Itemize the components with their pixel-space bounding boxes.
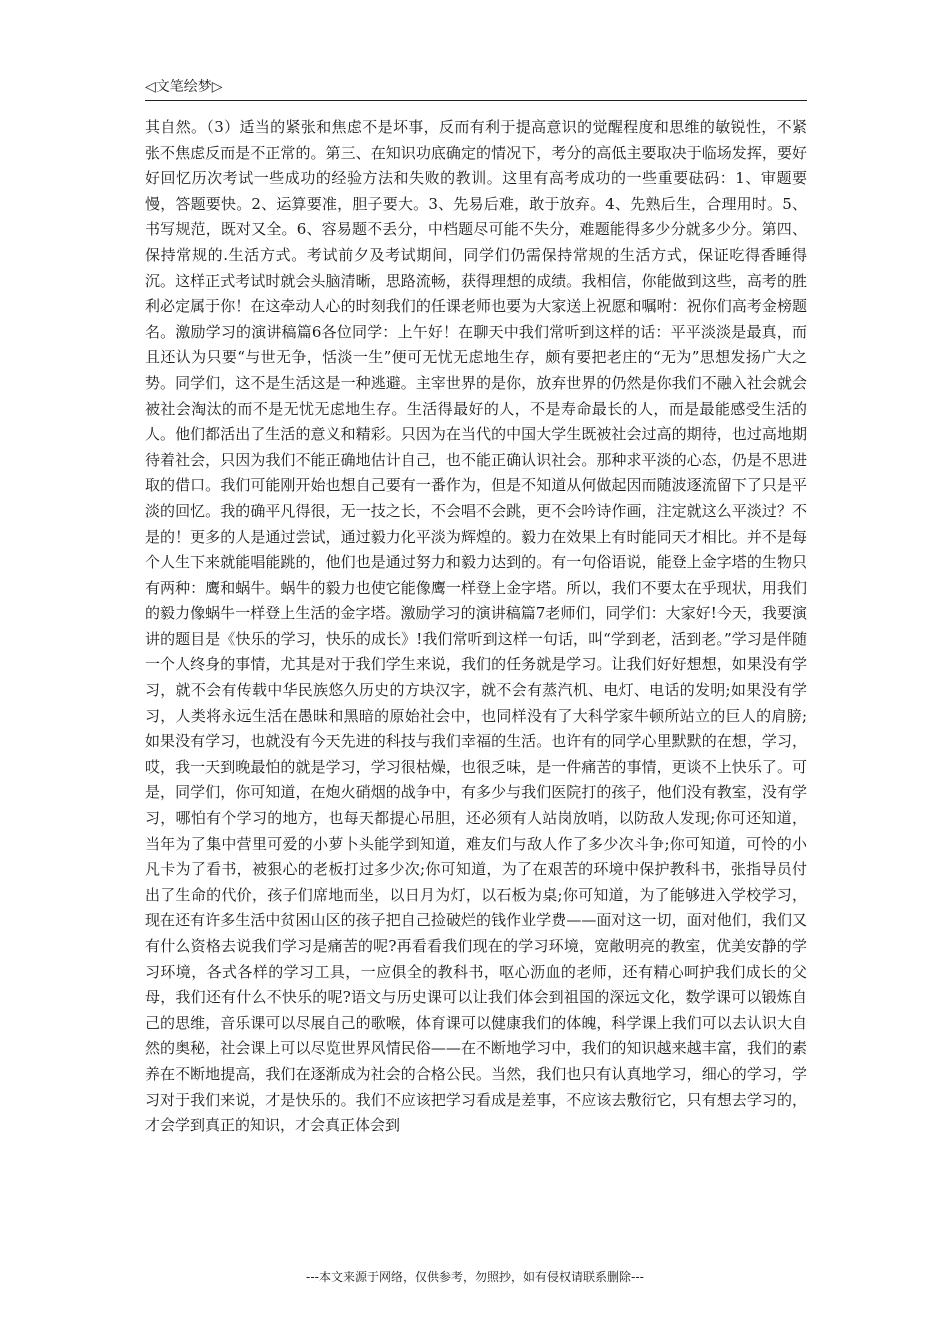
body-text: 其自然。（3）适当的紧张和焦虑不是坏事，反而有利于提高意识的觉醒程度和思维的敏锐性，不紧张不焦虑反而是不正常的。第三、在知识功底确定的情况下，考分的高低主要取决于临场发挥，要好好回忆历次考试一些成功的经验方法和失败的教训。这里有高考成功的一些重要砝码：1、审题要慢，答题要快。2、运算要准，胆子要大。3、先易后难，敢于放弃。4、先熟后生，合理用时。5、书写规范，既对又全。6、容易题不丢分，中档题尽可能不失分，难题能得多少分就多少分。第四、保持常规的.生活方式。考试前夕及考试期间，同学们仍需保持常规的生活方式，保证吃得香睡得沉。这样正式考试时就会头脑清晰，思路流畅，获得理想的成绩。我相信，你能做到这些，高考的胜利必定属于你！在这牵动人心的时刻我们的任课老师也要为大家送上祝愿和嘱咐：祝你们高考金榜题名。激励学习的演讲稿篇6各位同学：上午好！在聊天中我们常听到这样的话：平平淡淡是最真，而且还认为只要“与世无争，恬淡一生”便可无忧无虑地生存，颇有要把老庄的“无为”思想发扬广大之势。同学们，这不是生活这是一种逃避。主宰世界的是你，放弃世界的仍然是你我们不融入社会就会被社会淘汰的而不是无忧无虑地生存。生活得最好的人，不是寿命最长的人，而是最能感受生活的人。他们都活出了生活的意义和精彩。只因为在当代的中国大学生既被社会过高的期待，也过高地期待着社会，只因为我们不能正确地估计自己，也不能正确认识社会。那种求平淡的心态，仍是不思进取的借口。我们可能刚开始也想自己要有一番作为，但是不知道从何做起因而随波逐流留下了只是平淡的回忆。我的确平凡得很，无一技之长，不会唱不会跳，更不会吟诗作画，注定就这么平淡过？不是的！更多的人是通过尝试，通过毅力化平淡为辉煌的。毅力在效果上有时能同天才相比。并不是每个人生下来就能唱能跳的，他们也是通过努力和毅力达到的。有一句俗语说，能登上金字塔的生物只有两种：鹰和蜗牛。蜗牛的毅力也使它能像鹰一样登上金字塔。所以，我们不要太在乎现状，用我们的毅力像蜗牛一样登上生活的金字塔。激励学习的演讲稿篇7老师们，同学们：大家好!今天，我要演讲的题目是《快乐的学习，快乐的成长》!我们常听到这样一句话，叫“学到老，活到老。”学习是伴随一个人终身的事情，尤其是对于我们学生来说，我们的任务就是学习。让我们好好想想，如果没有学习，就不会有传载中华民族悠久历史的方块汉字，就不会有蒸汽机、电灯、电话的发明;如果没有学习，人类将永远生活在愚昧和黑暗的原始社会中，也同样没有了大科学家牛顿所站立的巨人的肩膀;如果没有学习，也就没有今天先进的科技与我们幸福的生活。也许有的同学心里默默的在想，学习，哎，我一天到晚最怕的就是学习，学习很枯燥，也很乏味，是一件痛苦的事情，更谈不上快乐了。可是，同学们，你可知道，在炮火硝烟的战争中，有多少与我们医院打的孩子，他们没有教室，没有学习，哪怕有个学习的地方，也每天都提心吊胆，还必须有人站岗放哨，以防敌人发现;你可还知道，当年为了集中营里可爱的小萝卜头能学到知道，难友们与敌人作了多少次斗争;你可知道，可怜的小凡卡为了看书，被狠心的老板打过多少次;你可知道，为了在艰苦的环境中保护教科书，张指导员付出了生命的代价，孩子们席地而坐，以日月为灯，以石板为桌;你可知道，为了能够进入学校学习，现在还有许多生活中贫困山区的孩子把自己捡破烂的钱作业学费——面对这一切，面对他们，我们又有什么资格去说我们学习是痛苦的呢?再看看我们现在的学习环境，宽敞明亮的教室，优美安静的学习环境，各式各样的学习工具，一应俱全的教科书，呕心沥血的老师，还有精心呵护我们成长的父母，我们还有什么不快乐的呢?语文与历史课可以让我们体会到祖国的深远文化，数学课可以锻炼自己的思维，音乐课可以尽展自己的歌喉，体育课可以健康我们的体魄，科学课上我们可以去认识大自然的奥秘，社会课上可以尽览世界风情民俗——在不断地学习中，我们的知识越来越丰富，我们的素养在不断地提高，我们在逐渐成为社会的合格公民。当然，我们也只有认真地学习，细心的学习，学习对于我们来说，才是快乐的。我们不应该把学习看成是差事，不应该去敷衍它，只有想去学习的，才会学到真正的知识，才会真正体会到 <box>145 118 807 1135</box>
header-logo: ◁文笔绘梦▷ <box>145 79 223 95</box>
page-header <box>145 74 807 101</box>
page-footer: ---本文来源于网络，仅供参考，勿照抄，如有侵权请联系删除--- <box>306 1270 644 1284</box>
